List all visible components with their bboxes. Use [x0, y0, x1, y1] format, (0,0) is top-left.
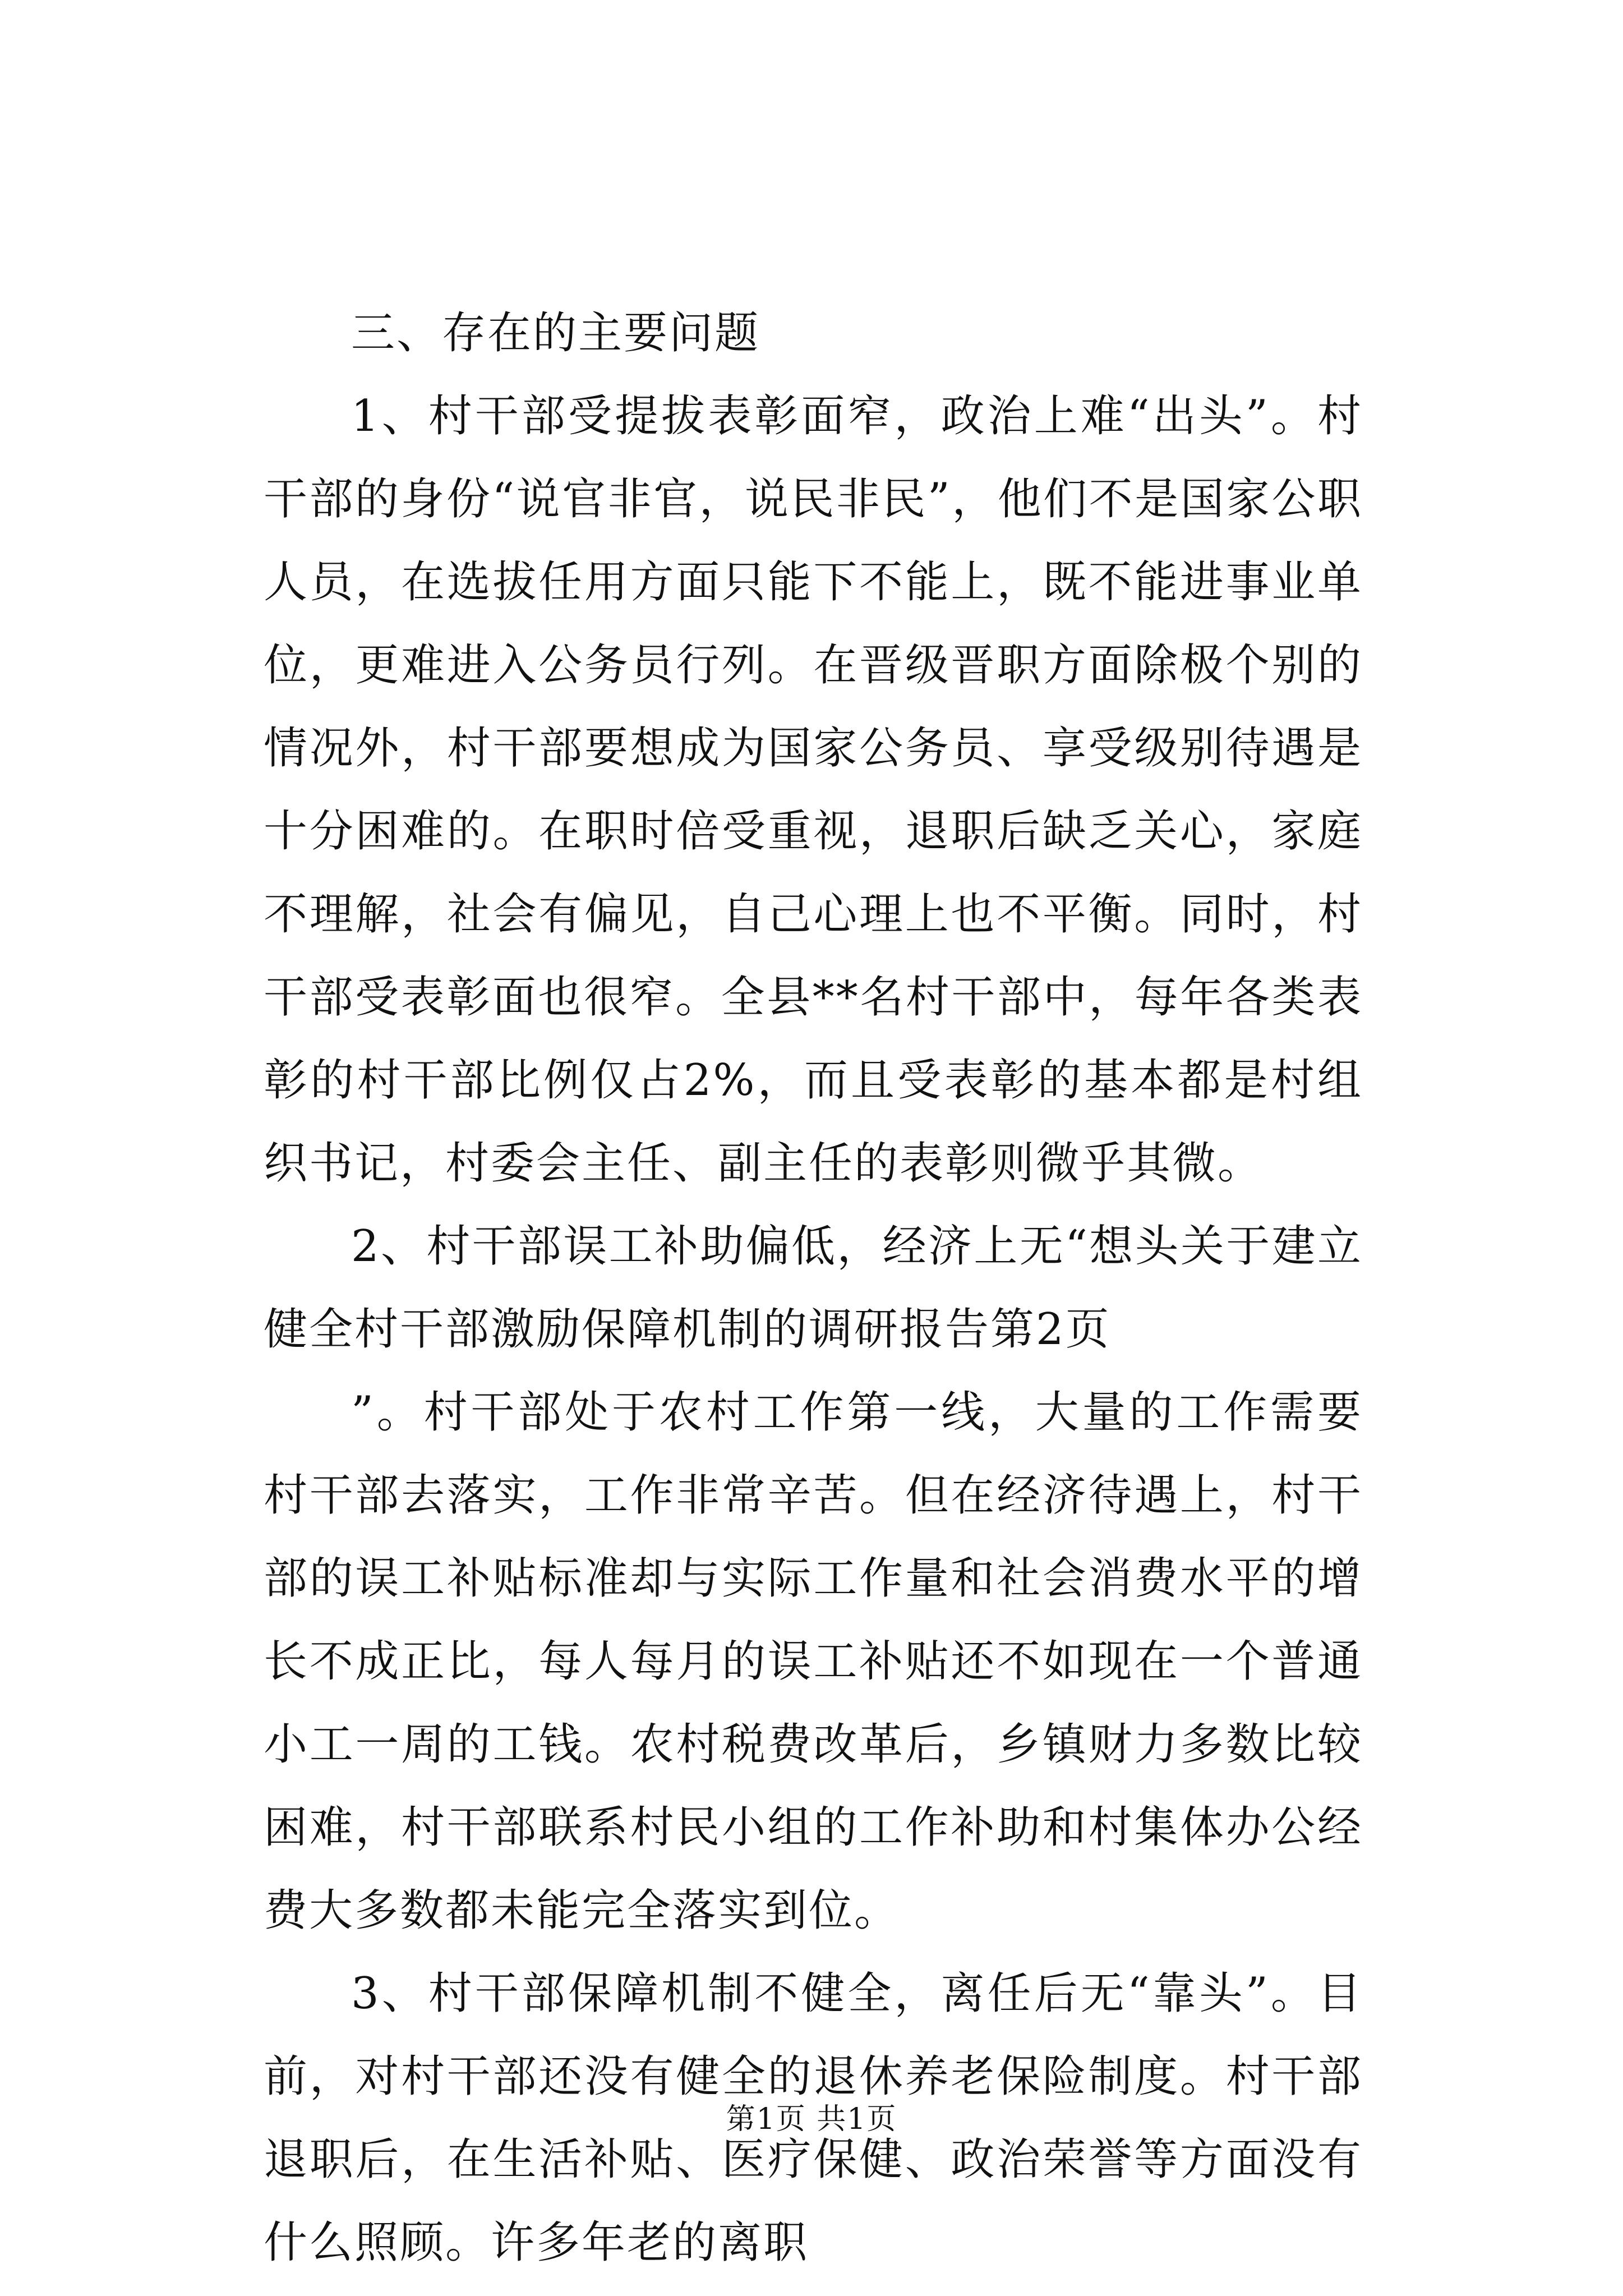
paragraph-2: 2、村干部误工补助偏低，经济上无“想头关于建立健全村干部激励保障机制的调研报告第2页 — [264, 1221, 1363, 1355]
page-footer: 第1页 共1页 — [726, 2102, 897, 2136]
paragraph-3: 3、村干部保障机制不健全，离任后无“靠头”。目前，对村干部还没有健全的退休养老保险制度。村干部退职后，在生活补贴、医疗保健、政治荣誉等方面没有什么照顾。许多年老的离职 — [264, 1968, 1363, 2268]
section-heading: 三、存在的主要问题 — [351, 308, 760, 358]
document-body — [264, 292, 1363, 2284]
paragraph-2-continued: ”。村干部处于农村工作第一线，大量的工作需要村干部去落实，工作非常辛苦。但在经济待遇上，村干部的误工补贴标准却与实际工作量和社会消费水平的增长不成正比，每人每月的误工补贴还不如现在一个普通小工一周的工钱。农村税费改革后，乡镇财力多数比较困难，村干部联系村民小组的工作补助和村集体办公经费大多数都未能完全落实到位。 — [264, 1387, 1363, 1936]
paragraph-1: 1、村干部受提拔表彰面窄，政治上难“出头”。村干部的身份“说官非官，说民非民”，他们不是国家公职人员，在选拔任用方面只能下不能上，既不能进事业单位，更难进入公务员行列。在晋级晋职方面除极个别的情况外，村干部要想成为国家公务员、享受级别待遇是十分困难的。在职时倍受重视，退职后缺乏关心，家庭不理解，社会有偏见，自己心理上也不平衡。同时，村干部受表彰面也很窄。全县**名村干部中，每年各类表彰的村干部比例仅占2%，而且受表彰的基本都是村组织书记，村委会主任、副主任的表彰则微乎其微。 — [264, 391, 1363, 1189]
